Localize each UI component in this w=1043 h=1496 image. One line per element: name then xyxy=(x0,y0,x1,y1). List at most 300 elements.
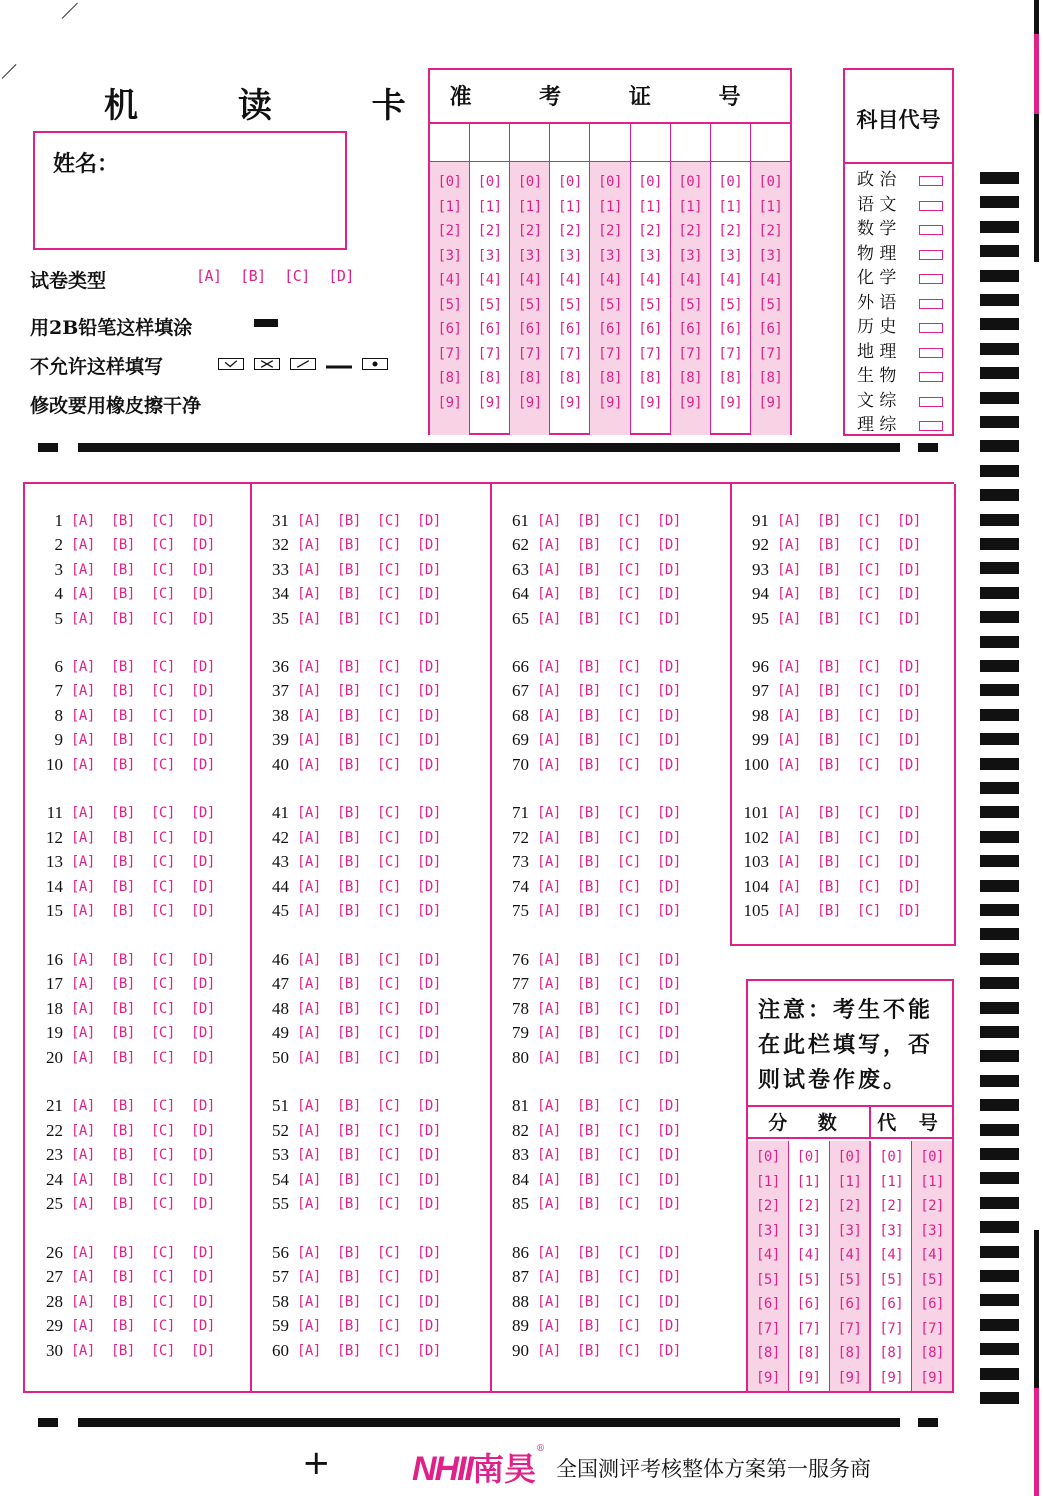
answer-option-b[interactable]: [B] xyxy=(577,1318,601,1334)
exam-number-write-cell[interactable] xyxy=(470,124,509,162)
exam-digit-bubble[interactable]: [9] xyxy=(718,394,743,411)
answer-option-a[interactable]: [A] xyxy=(297,1244,321,1261)
answer-option-d[interactable]: [D] xyxy=(657,1025,681,1042)
answer-option-c[interactable]: [C] xyxy=(377,951,401,968)
answer-option-c[interactable]: [C] xyxy=(617,805,641,822)
answer-option-b[interactable]: [B] xyxy=(111,1293,135,1310)
answer-option-c[interactable]: [C] xyxy=(617,854,641,871)
answer-option-a[interactable]: [A] xyxy=(71,1293,95,1310)
exam-digit-bubble[interactable]: [0] xyxy=(638,174,662,190)
exam-digit-bubble[interactable]: [5] xyxy=(477,296,502,313)
answer-option-c[interactable]: [C] xyxy=(857,878,881,895)
answer-option-c[interactable]: [C] xyxy=(857,658,881,675)
exam-digit-bubble[interactable]: [3] xyxy=(517,247,542,264)
answer-option-d[interactable]: [D] xyxy=(417,1000,441,1017)
subject-checkbox[interactable] xyxy=(919,225,943,235)
exam-number-write-cell[interactable] xyxy=(510,124,549,162)
answer-option-a[interactable]: [A] xyxy=(297,610,321,627)
score-digit-bubble[interactable]: [8] xyxy=(756,1345,780,1361)
answer-option-a[interactable]: [A] xyxy=(71,1318,95,1334)
answer-option-b[interactable]: [B] xyxy=(577,561,601,578)
answer-option-b[interactable]: [B] xyxy=(111,658,135,675)
answer-option-c[interactable]: [C] xyxy=(151,878,175,895)
answer-option-c[interactable]: [C] xyxy=(617,1049,641,1066)
exam-digit-bubble[interactable]: [6] xyxy=(678,321,703,337)
exam-digit-bubble[interactable]: [2] xyxy=(477,223,502,239)
answer-option-c[interactable]: [C] xyxy=(377,1196,401,1213)
answer-option-c[interactable]: [C] xyxy=(151,854,175,871)
exam-digit-bubble[interactable]: [8] xyxy=(437,370,462,386)
exam-digit-bubble[interactable]: [4] xyxy=(598,272,622,288)
exam-digit-bubble[interactable]: [3] xyxy=(477,247,502,264)
answer-option-a[interactable]: [A] xyxy=(71,732,95,749)
answer-option-b[interactable]: [B] xyxy=(577,1000,601,1017)
answer-option-a[interactable]: [A] xyxy=(297,1171,321,1188)
answer-option-d[interactable]: [D] xyxy=(417,878,441,895)
answer-option-a[interactable]: [A] xyxy=(297,951,321,968)
exam-digit-bubble[interactable]: [9] xyxy=(437,394,462,411)
answer-option-b[interactable]: [B] xyxy=(111,1171,135,1188)
exam-digit-bubble[interactable]: [7] xyxy=(638,345,662,362)
score-digit-bubble[interactable]: [4] xyxy=(879,1247,904,1263)
answer-option-c[interactable]: [C] xyxy=(617,561,641,578)
answer-option-b[interactable]: [B] xyxy=(111,707,135,724)
score-digit-bubble[interactable]: [3] xyxy=(837,1222,862,1239)
score-digit-bubble[interactable]: [0] xyxy=(756,1149,780,1165)
answer-option-b[interactable]: [B] xyxy=(111,561,135,578)
answer-option-d[interactable]: [D] xyxy=(417,732,441,749)
answer-option-a[interactable]: [A] xyxy=(777,854,801,871)
answer-option-b[interactable]: [B] xyxy=(111,1049,135,1066)
answer-option-b[interactable]: [B] xyxy=(111,683,135,700)
exam-digit-bubble[interactable]: [9] xyxy=(678,394,703,411)
answer-option-a[interactable]: [A] xyxy=(71,903,95,920)
answer-option-d[interactable]: [D] xyxy=(191,976,215,993)
answer-option-c[interactable]: [C] xyxy=(377,756,401,773)
exam-digit-bubble[interactable]: [2] xyxy=(517,223,542,239)
score-digit-bubble[interactable]: [8] xyxy=(837,1345,862,1361)
answer-option-c[interactable]: [C] xyxy=(617,1122,641,1139)
answer-option-d[interactable]: [D] xyxy=(657,586,681,602)
exam-digit-bubble[interactable]: [7] xyxy=(437,345,462,362)
answer-option-d[interactable]: [D] xyxy=(417,537,441,553)
answer-option-b[interactable]: [B] xyxy=(577,1293,601,1310)
answer-option-b[interactable]: [B] xyxy=(337,1293,361,1310)
answer-option-a[interactable]: [A] xyxy=(537,561,561,578)
answer-option-a[interactable]: [A] xyxy=(297,1147,321,1164)
answer-option-b[interactable]: [B] xyxy=(817,732,841,749)
exam-digit-bubble[interactable]: [2] xyxy=(598,223,622,239)
answer-option-a[interactable]: [A] xyxy=(71,878,95,895)
answer-option-a[interactable]: [A] xyxy=(777,537,801,553)
answer-option-d[interactable]: [D] xyxy=(417,658,441,675)
answer-option-b[interactable]: [B] xyxy=(111,1122,135,1139)
exam-number-write-cell[interactable] xyxy=(631,124,670,162)
paper-type-options[interactable] xyxy=(196,267,364,285)
answer-option-d[interactable]: [D] xyxy=(657,1342,681,1359)
answer-option-c[interactable]: [C] xyxy=(617,1196,641,1213)
exam-digit-bubble[interactable]: [0] xyxy=(758,174,783,190)
answer-option-a[interactable]: [A] xyxy=(297,707,321,724)
answer-option-c[interactable]: [C] xyxy=(377,1244,401,1261)
answer-option-b[interactable]: [B] xyxy=(817,756,841,773)
answer-option-a[interactable]: [A] xyxy=(297,1000,321,1017)
answer-option-a[interactable]: [A] xyxy=(297,512,321,529)
answer-option-c[interactable]: [C] xyxy=(857,732,881,749)
answer-option-c[interactable]: [C] xyxy=(617,658,641,675)
subject-checkbox[interactable] xyxy=(919,274,943,284)
score-digit-bubble[interactable]: [0] xyxy=(796,1149,821,1165)
answer-option-c[interactable]: [C] xyxy=(151,732,175,749)
answer-option-c[interactable]: [C] xyxy=(857,537,881,553)
answer-option-a[interactable]: [A] xyxy=(537,878,561,895)
score-digit-bubble[interactable]: [9] xyxy=(837,1369,862,1386)
answer-option-c[interactable]: [C] xyxy=(151,1147,175,1164)
score-digit-bubble[interactable]: [1] xyxy=(837,1173,862,1190)
answer-option-b[interactable]: [B] xyxy=(111,512,135,529)
exam-digit-bubble[interactable]: [4] xyxy=(638,272,662,288)
answer-option-c[interactable]: [C] xyxy=(151,1025,175,1042)
exam-digit-bubble[interactable]: [8] xyxy=(758,370,783,386)
exam-digit-bubble[interactable]: [2] xyxy=(557,223,582,239)
answer-option-a[interactable]: [A] xyxy=(777,586,801,602)
exam-digit-bubble[interactable]: [6] xyxy=(557,321,582,337)
score-digit-bubble[interactable]: [2] xyxy=(796,1198,821,1214)
score-digit-bubble[interactable]: [9] xyxy=(879,1369,904,1386)
answer-option-a[interactable]: [A] xyxy=(71,756,95,773)
answer-option-c[interactable]: [C] xyxy=(617,976,641,993)
exam-digit-bubble[interactable]: [7] xyxy=(477,345,502,362)
answer-option-b[interactable]: [B] xyxy=(577,537,601,553)
exam-digit-bubble[interactable]: [6] xyxy=(598,321,622,337)
answer-option-c[interactable]: [C] xyxy=(617,610,641,627)
answer-option-a[interactable]: [A] xyxy=(537,707,561,724)
answer-option-d[interactable]: [D] xyxy=(657,1049,681,1066)
exam-digit-bubble[interactable]: [2] xyxy=(678,223,703,239)
exam-number-write-cell[interactable] xyxy=(751,124,790,162)
exam-number-write-cell[interactable] xyxy=(550,124,589,162)
answer-option-a[interactable]: [A] xyxy=(71,1147,95,1164)
answer-option-d[interactable]: [D] xyxy=(897,586,921,602)
answer-option-c[interactable]: [C] xyxy=(377,878,401,895)
answer-option-c[interactable]: [C] xyxy=(151,586,175,602)
answer-option-d[interactable]: [D] xyxy=(897,756,921,773)
answer-option-d[interactable]: [D] xyxy=(657,537,681,553)
answer-option-a[interactable]: [A] xyxy=(537,1025,561,1042)
paper-type-option-c[interactable]: [C] xyxy=(284,267,310,285)
answer-option-d[interactable]: [D] xyxy=(897,707,921,724)
answer-option-d[interactable]: [D] xyxy=(417,561,441,578)
answer-option-a[interactable]: [A] xyxy=(71,854,95,871)
exam-digit-bubble[interactable]: [8] xyxy=(517,370,542,386)
score-digit-bubble[interactable]: [5] xyxy=(920,1271,944,1288)
answer-option-a[interactable]: [A] xyxy=(297,1049,321,1066)
answer-option-a[interactable]: [A] xyxy=(71,951,95,968)
answer-option-a[interactable]: [A] xyxy=(297,805,321,822)
score-digit-bubble[interactable]: [6] xyxy=(920,1296,944,1312)
exam-digit-bubble[interactable]: [8] xyxy=(678,370,703,386)
answer-option-c[interactable]: [C] xyxy=(377,586,401,602)
answer-option-b[interactable]: [B] xyxy=(111,1196,135,1213)
exam-digit-bubble[interactable]: [7] xyxy=(517,345,542,362)
answer-option-a[interactable]: [A] xyxy=(297,658,321,675)
answer-option-a[interactable]: [A] xyxy=(297,683,321,700)
answer-option-d[interactable]: [D] xyxy=(657,1244,681,1261)
answer-option-c[interactable]: [C] xyxy=(857,829,881,846)
answer-option-c[interactable]: [C] xyxy=(857,707,881,724)
exam-digit-bubble[interactable]: [8] xyxy=(557,370,582,386)
answer-option-c[interactable]: [C] xyxy=(617,586,641,602)
score-digit-bubble[interactable]: [3] xyxy=(879,1222,904,1239)
paper-type-option-d[interactable]: [D] xyxy=(328,267,354,285)
answer-option-b[interactable]: [B] xyxy=(111,903,135,920)
answer-option-c[interactable]: [C] xyxy=(617,1171,641,1188)
answer-option-a[interactable]: [A] xyxy=(777,658,801,675)
answer-option-b[interactable]: [B] xyxy=(817,903,841,920)
answer-option-b[interactable]: [B] xyxy=(577,903,601,920)
answer-option-c[interactable]: [C] xyxy=(857,561,881,578)
answer-option-b[interactable]: [B] xyxy=(111,610,135,627)
exam-digit-bubble[interactable]: [5] xyxy=(437,296,462,313)
answer-option-a[interactable]: [A] xyxy=(537,805,561,822)
answer-option-c[interactable]: [C] xyxy=(617,756,641,773)
answer-option-b[interactable]: [B] xyxy=(577,1122,601,1139)
answer-option-b[interactable]: [B] xyxy=(817,561,841,578)
exam-digit-bubble[interactable]: [4] xyxy=(477,272,502,288)
answer-option-d[interactable]: [D] xyxy=(897,829,921,846)
answer-option-d[interactable]: [D] xyxy=(657,829,681,846)
answer-option-d[interactable]: [D] xyxy=(657,683,681,700)
answer-option-b[interactable]: [B] xyxy=(577,951,601,968)
answer-option-a[interactable]: [A] xyxy=(297,1318,321,1334)
answer-option-c[interactable]: [C] xyxy=(151,951,175,968)
answer-option-c[interactable]: [C] xyxy=(151,1098,175,1115)
answer-option-d[interactable]: [D] xyxy=(191,1049,215,1066)
answer-option-a[interactable]: [A] xyxy=(297,756,321,773)
answer-option-d[interactable]: [D] xyxy=(191,1147,215,1164)
answer-option-c[interactable]: [C] xyxy=(151,756,175,773)
answer-option-b[interactable]: [B] xyxy=(337,1025,361,1042)
answer-option-c[interactable]: [C] xyxy=(151,707,175,724)
subject-row[interactable] xyxy=(845,340,952,365)
answer-option-c[interactable]: [C] xyxy=(857,610,881,627)
exam-digit-bubble[interactable]: [7] xyxy=(678,345,703,362)
answer-option-c[interactable]: [C] xyxy=(377,1318,401,1334)
subject-checkbox[interactable] xyxy=(919,299,943,309)
answer-option-b[interactable]: [B] xyxy=(817,805,841,822)
subject-row[interactable] xyxy=(845,364,952,389)
answer-option-b[interactable]: [B] xyxy=(111,732,135,749)
answer-option-b[interactable]: [B] xyxy=(111,854,135,871)
exam-digit-bubble[interactable]: [4] xyxy=(517,272,542,288)
exam-digit-bubble[interactable]: [7] xyxy=(758,345,783,362)
answer-option-d[interactable]: [D] xyxy=(417,1318,441,1334)
score-digit-bubble[interactable]: [5] xyxy=(837,1271,862,1288)
answer-option-c[interactable]: [C] xyxy=(377,1147,401,1164)
exam-digit-bubble[interactable]: [7] xyxy=(718,345,743,362)
answer-option-c[interactable]: [C] xyxy=(617,878,641,895)
answer-option-c[interactable]: [C] xyxy=(377,976,401,993)
answer-option-b[interactable]: [B] xyxy=(337,586,361,602)
answer-option-c[interactable]: [C] xyxy=(617,1244,641,1261)
answer-option-b[interactable]: [B] xyxy=(577,732,601,749)
answer-option-d[interactable]: [D] xyxy=(417,829,441,846)
answer-option-d[interactable]: [D] xyxy=(657,707,681,724)
exam-digit-bubble[interactable]: [1] xyxy=(437,198,462,215)
answer-option-b[interactable]: [B] xyxy=(337,512,361,529)
answer-option-a[interactable]: [A] xyxy=(537,537,561,553)
answer-option-c[interactable]: [C] xyxy=(857,903,881,920)
exam-digit-bubble[interactable]: [1] xyxy=(517,198,542,215)
answer-option-d[interactable]: [D] xyxy=(657,1196,681,1213)
answer-option-a[interactable]: [A] xyxy=(537,1342,561,1359)
score-digit-bubble[interactable]: [1] xyxy=(796,1173,821,1190)
exam-number-write-cell[interactable] xyxy=(430,124,469,162)
answer-option-b[interactable]: [B] xyxy=(817,707,841,724)
answer-option-b[interactable]: [B] xyxy=(337,1196,361,1213)
exam-digit-bubble[interactable]: [6] xyxy=(718,321,743,337)
score-digit-bubble[interactable]: [6] xyxy=(796,1296,821,1312)
answer-option-c[interactable]: [C] xyxy=(377,1049,401,1066)
exam-digit-bubble[interactable]: [7] xyxy=(598,345,622,362)
exam-digit-bubble[interactable]: [1] xyxy=(638,198,662,215)
paper-type-option-a[interactable]: [A] xyxy=(196,267,222,285)
answer-option-a[interactable]: [A] xyxy=(297,878,321,895)
answer-option-b[interactable]: [B] xyxy=(337,1049,361,1066)
exam-digit-bubble[interactable]: [9] xyxy=(598,394,622,411)
exam-digit-bubble[interactable]: [5] xyxy=(678,296,703,313)
answer-option-d[interactable]: [D] xyxy=(191,756,215,773)
paper-type-option-b[interactable]: [B] xyxy=(240,267,266,285)
answer-option-c[interactable]: [C] xyxy=(151,561,175,578)
answer-option-c[interactable]: [C] xyxy=(377,610,401,627)
name-field[interactable] xyxy=(33,131,347,250)
answer-option-d[interactable]: [D] xyxy=(897,512,921,529)
exam-digit-bubble[interactable]: [4] xyxy=(557,272,582,288)
score-digit-bubble[interactable]: [4] xyxy=(837,1247,862,1263)
answer-option-d[interactable]: [D] xyxy=(417,512,441,529)
exam-digit-bubble[interactable]: [2] xyxy=(758,223,783,239)
answer-option-d[interactable]: [D] xyxy=(657,561,681,578)
answer-option-a[interactable]: [A] xyxy=(777,756,801,773)
answer-option-b[interactable]: [B] xyxy=(111,951,135,968)
answer-option-b[interactable]: [B] xyxy=(111,1244,135,1261)
answer-option-c[interactable]: [C] xyxy=(617,1269,641,1285)
answer-option-c[interactable]: [C] xyxy=(617,707,641,724)
answer-option-d[interactable]: [D] xyxy=(897,537,921,553)
answer-option-d[interactable]: [D] xyxy=(657,658,681,675)
answer-option-c[interactable]: [C] xyxy=(617,1147,641,1164)
answer-option-a[interactable]: [A] xyxy=(537,1196,561,1213)
score-digit-bubble[interactable]: [8] xyxy=(920,1345,944,1361)
answer-option-d[interactable]: [D] xyxy=(191,586,215,602)
answer-option-c[interactable]: [C] xyxy=(857,756,881,773)
exam-digit-bubble[interactable]: [1] xyxy=(598,198,622,215)
answer-option-b[interactable]: [B] xyxy=(817,878,841,895)
answer-option-b[interactable]: [B] xyxy=(337,683,361,700)
answer-option-b[interactable]: [B] xyxy=(577,707,601,724)
answer-option-b[interactable]: [B] xyxy=(111,829,135,846)
exam-digit-bubble[interactable]: [3] xyxy=(678,247,703,264)
answer-option-b[interactable]: [B] xyxy=(577,878,601,895)
answer-option-d[interactable]: [D] xyxy=(417,1025,441,1042)
answer-option-d[interactable]: [D] xyxy=(657,878,681,895)
answer-option-c[interactable]: [C] xyxy=(377,707,401,724)
answer-option-a[interactable]: [A] xyxy=(71,707,95,724)
answer-option-d[interactable]: [D] xyxy=(191,1000,215,1017)
score-digit-bubble[interactable]: [0] xyxy=(837,1149,862,1165)
answer-option-b[interactable]: [B] xyxy=(337,610,361,627)
answer-option-c[interactable]: [C] xyxy=(377,805,401,822)
answer-option-c[interactable]: [C] xyxy=(377,561,401,578)
answer-option-b[interactable]: [B] xyxy=(111,976,135,993)
score-digit-bubble[interactable]: [1] xyxy=(920,1173,944,1190)
subject-checkbox[interactable] xyxy=(919,397,943,407)
answer-option-c[interactable]: [C] xyxy=(151,1049,175,1066)
answer-option-b[interactable]: [B] xyxy=(817,586,841,602)
answer-option-d[interactable]: [D] xyxy=(657,1293,681,1310)
answer-option-c[interactable]: [C] xyxy=(377,537,401,553)
subject-row[interactable] xyxy=(845,168,952,193)
answer-option-d[interactable]: [D] xyxy=(657,854,681,871)
answer-option-b[interactable]: [B] xyxy=(577,1342,601,1359)
exam-digit-bubble[interactable]: [5] xyxy=(557,296,582,313)
answer-option-c[interactable]: [C] xyxy=(151,537,175,553)
answer-option-b[interactable]: [B] xyxy=(817,658,841,675)
answer-option-a[interactable]: [A] xyxy=(71,537,95,553)
answer-option-c[interactable]: [C] xyxy=(151,1122,175,1139)
answer-option-a[interactable]: [A] xyxy=(537,854,561,871)
answer-option-c[interactable]: [C] xyxy=(377,732,401,749)
answer-option-b[interactable]: [B] xyxy=(337,1098,361,1115)
answer-option-d[interactable]: [D] xyxy=(897,903,921,920)
answer-option-a[interactable]: [A] xyxy=(71,586,95,602)
exam-digit-bubble[interactable]: [5] xyxy=(758,296,783,313)
answer-option-c[interactable]: [C] xyxy=(151,1318,175,1334)
answer-option-b[interactable]: [B] xyxy=(577,829,601,846)
answer-option-d[interactable]: [D] xyxy=(657,805,681,822)
answer-option-a[interactable]: [A] xyxy=(777,610,801,627)
answer-option-a[interactable]: [A] xyxy=(297,586,321,602)
answer-option-a[interactable]: [A] xyxy=(71,561,95,578)
answer-option-a[interactable]: [A] xyxy=(297,1098,321,1115)
exam-digit-bubble[interactable]: [6] xyxy=(638,321,662,337)
exam-digit-bubble[interactable]: [2] xyxy=(718,223,743,239)
answer-option-a[interactable]: [A] xyxy=(71,658,95,675)
answer-option-b[interactable]: [B] xyxy=(337,976,361,993)
answer-option-b[interactable]: [B] xyxy=(337,658,361,675)
answer-option-a[interactable]: [A] xyxy=(537,829,561,846)
score-digit-bubble[interactable]: [6] xyxy=(879,1296,904,1312)
answer-option-b[interactable]: [B] xyxy=(337,756,361,773)
answer-option-a[interactable]: [A] xyxy=(537,1269,561,1285)
answer-option-d[interactable]: [D] xyxy=(191,1098,215,1115)
answer-option-c[interactable]: [C] xyxy=(617,512,641,529)
answer-option-a[interactable]: [A] xyxy=(71,1171,95,1188)
answer-option-b[interactable]: [B] xyxy=(111,878,135,895)
answer-option-b[interactable]: [B] xyxy=(577,683,601,700)
exam-digit-bubble[interactable]: [2] xyxy=(638,223,662,239)
exam-digit-bubble[interactable]: [5] xyxy=(638,296,662,313)
answer-option-c[interactable]: [C] xyxy=(617,1098,641,1115)
answer-option-c[interactable]: [C] xyxy=(151,976,175,993)
answer-option-c[interactable]: [C] xyxy=(151,903,175,920)
answer-option-d[interactable]: [D] xyxy=(417,976,441,993)
exam-digit-bubble[interactable]: [6] xyxy=(517,321,542,337)
exam-digit-bubble[interactable]: [3] xyxy=(638,247,662,264)
answer-option-b[interactable]: [B] xyxy=(577,854,601,871)
answer-option-a[interactable]: [A] xyxy=(297,1269,321,1285)
